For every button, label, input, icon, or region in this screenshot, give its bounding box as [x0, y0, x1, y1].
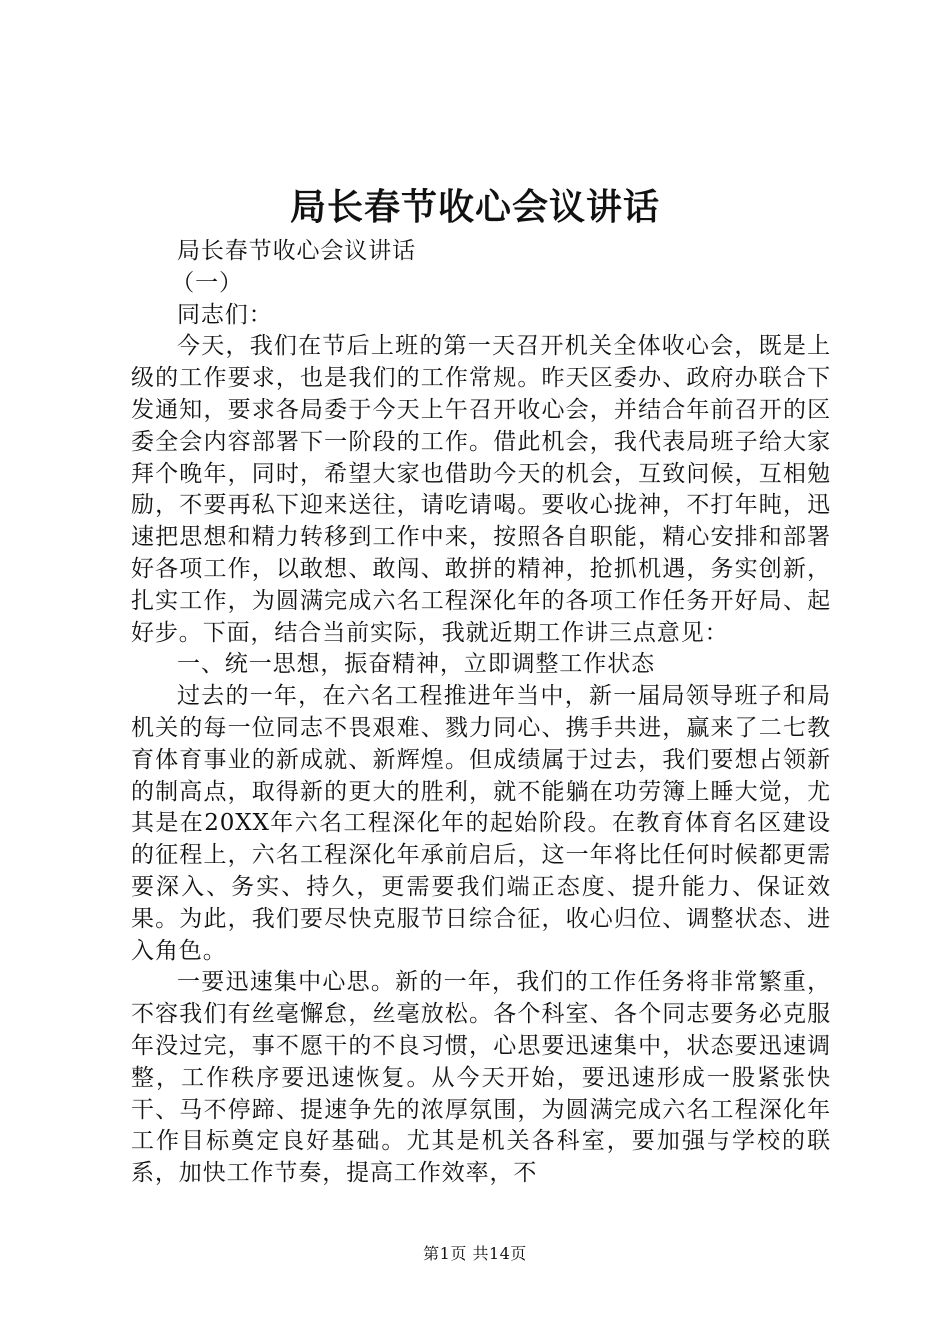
body-paragraph-subtitle: 局长春节收心会议讲话	[177, 238, 416, 264]
body-paragraph-salutation: 同志们：	[177, 301, 273, 328]
body-paragraph-review: 过去的一年，在六名工程推进年当中，新一届局领导班子和局机关的每一位同志不畏艰难、戮力同心、携手共进，赢来了二七教育体育事业的新成就、新辉煌。但成绩属于过去，我们要想占领新的制高点，取得新的更大的胜利，就不能躺在功劳簿上睡大觉，尤其是在20XX年六名工程深化年的起始阶段。在教育体育名区建设的征程上，六名工程深化年承前启后，这一年将比任何时候都更需要深入、务实、持久，更需要我们端正态度、提升能力、保证效果。为此，我们要尽快克服节日综合征，收心归位、调整状态、进入角色。	[131, 683, 831, 964]
body-paragraph-focus: 一要迅速集中心思。新的一年，我们的工作任务将非常繁重，不容我们有丝毫懈怠，丝毫放松。各个科室、各个同志要务必克服年没过完，事不愿干的不良习惯，心思要迅速集中，状态要迅速调整，工作秩序要迅速恢复。从今天开始，要迅速形成一股紧张快干、马不停蹄、提速争先的浓厚氛围，为圆满完成六名工程深化年工作目标奠定良好基础。尤其是机关各科室，要加强与学校的联系，加快工作节奏，提高工作效率，不	[131, 969, 831, 1187]
document-body	[131, 236, 831, 1190]
body-paragraph-opening: 今天，我们在节后上班的第一天召开机关全体收心会，既是上级的工作要求，也是我们的工作常规。昨天区委办、政府办联合下发通知，要求各局委于今天上午召开收心会，并结合年前召开的区委全会内容部署下一阶段的工作。借此机会，我代表局班子给大家拜个晚年，同时，希望大家也借助今天的机会，互致问候，互相勉励，不要再私下迎来送往，请吃请喝。要收心拢神，不打年盹，迅速把思想和精力转移到工作中来，按照各自职能，精心安排和部署好各项工作，以敢想、敢闯、敢拼的精神，抢抓机遇，务实创新，扎实工作，为圆满完成六名工程深化年的各项工作任务开好局、起好步。下面，结合当前实际，我就近期工作讲三点意见：	[131, 333, 831, 646]
body-paragraph-heading-one: 一、统一思想，振奋精神，立即调整工作状态	[177, 651, 655, 678]
page-footer: 第1页 共14页	[423, 1244, 527, 1263]
body-paragraph-section-number: （一）	[171, 269, 243, 296]
document-title: 局长春节收心会议讲话	[289, 186, 660, 228]
